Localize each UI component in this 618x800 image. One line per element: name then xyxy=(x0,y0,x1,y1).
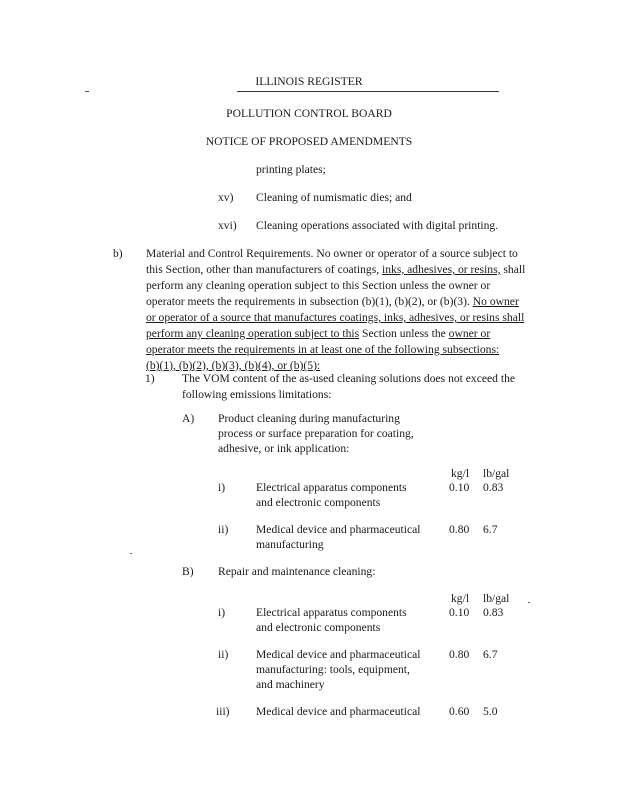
row-kg-value: 0.10 xyxy=(449,481,470,494)
subsection-b-label: b) xyxy=(113,247,123,260)
row-label: i) xyxy=(218,606,226,619)
row-text: manufacturing: tools, equipment, xyxy=(256,663,410,676)
subsection-b-line xyxy=(146,310,524,326)
item-b-title: Repair and maintenance cleaning: xyxy=(218,565,376,578)
item-a-line: process or surface preparation for coating, xyxy=(218,427,414,440)
row-text: and electronic components xyxy=(256,621,381,634)
scan-speck xyxy=(528,602,530,603)
row-kg-value: 0.80 xyxy=(449,648,470,661)
unit-lb-header: lb/gal xyxy=(483,467,510,480)
underlined-text: owner or xyxy=(448,327,491,340)
row-text: manufacturing xyxy=(256,538,324,551)
row-label: i) xyxy=(218,481,226,494)
row-text: Medical device and pharmaceutical xyxy=(256,705,421,718)
register-title: ILLINOIS REGISTER xyxy=(255,75,363,88)
row-label: ii) xyxy=(218,523,229,536)
item-1-label: 1) xyxy=(145,372,155,385)
row-text: and machinery xyxy=(256,678,325,691)
header-rule xyxy=(237,91,499,92)
item-b-label: B) xyxy=(182,565,194,578)
text-run: Material and Control Requirements. No owner or operator of a source subject to xyxy=(146,247,518,260)
subsection-b-line xyxy=(146,262,525,278)
underlined-text: No owner xyxy=(472,295,519,308)
row-text: Medical device and pharmaceutical xyxy=(256,523,421,536)
continued-item-text: printing plates; xyxy=(256,163,326,176)
text-run: Section unless the xyxy=(359,327,449,340)
item-label-xvi: xvi) xyxy=(218,219,237,232)
margin-mark xyxy=(85,91,89,92)
row-lb-value: 0.83 xyxy=(483,481,504,494)
row-kg-value: 0.10 xyxy=(449,606,470,619)
underlined-text: (b)(1), (b)(2), (b)(3), (b)(4), or (b)(5): xyxy=(146,359,321,372)
notice-title: NOTICE OF PROPOSED AMENDMENTS xyxy=(205,135,413,148)
item-a-label: A) xyxy=(182,412,195,425)
row-label: iii) xyxy=(216,705,230,718)
underlined-text: inks, adhesives, or resins, xyxy=(382,263,501,276)
board-title: POLLUTION CONTROL BOARD xyxy=(226,107,392,120)
row-text: Electrical apparatus components xyxy=(256,606,407,619)
scan-speck xyxy=(130,553,132,554)
row-kg-value: 0.80 xyxy=(449,523,470,536)
item-a-line: adhesive, or ink application: xyxy=(218,442,350,455)
item-1-line: following emissions limitations: xyxy=(182,388,332,401)
subsection-b-line xyxy=(146,246,518,262)
row-text: Medical device and pharmaceutical xyxy=(256,648,421,661)
subsection-b-line xyxy=(146,294,519,310)
row-lb-value: 6.7 xyxy=(483,523,498,536)
unit-kg-header: kg/l xyxy=(451,592,470,605)
item-1-line: The VOM content of the as-used cleaning solutions does not exceed the xyxy=(182,372,516,385)
subsection-b-line xyxy=(146,326,490,342)
row-text: and electronic components xyxy=(256,496,381,509)
row-lb-value: 0.83 xyxy=(483,606,504,619)
item-a-line: Product cleaning during manufacturing xyxy=(218,412,400,425)
text-run: operator meets the requirements in subsection (b)(1), (b)(2), or (b)(3). xyxy=(146,295,473,308)
item-text-xvi: Cleaning operations associated with digital printing. xyxy=(256,219,499,232)
row-kg-value: 0.60 xyxy=(449,705,470,718)
text-run: this Section, other than manufacturers of coatings, xyxy=(146,263,382,276)
row-lb-value: 5.0 xyxy=(483,705,498,718)
text-run: perform any cleaning operation subject to this Section unless the owner or xyxy=(146,279,491,292)
underlined-text: operator meets the requirements in at least one of the following subsections: xyxy=(146,343,500,356)
row-lb-value: 6.7 xyxy=(483,648,498,661)
item-text-xv: Cleaning of numismatic dies; and xyxy=(256,191,412,204)
row-label: ii) xyxy=(218,648,229,661)
unit-kg-header: kg/l xyxy=(451,467,470,480)
text-run: shall xyxy=(500,263,526,276)
item-label-xv: xv) xyxy=(218,191,234,204)
underlined-text: or operator of a source that manufactures coatings, inks, adhesives, or resins shall xyxy=(146,311,525,324)
underlined-text: perform any cleaning operation subject to this xyxy=(146,327,360,340)
row-text: Electrical apparatus components xyxy=(256,481,407,494)
subsection-b-line xyxy=(146,278,490,294)
unit-lb-header: lb/gal xyxy=(483,592,510,605)
subsection-b-line xyxy=(146,342,499,358)
